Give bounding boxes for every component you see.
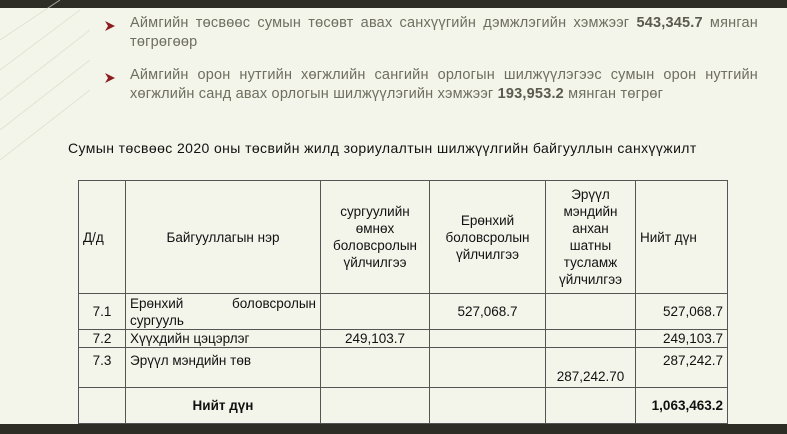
table-total-row bbox=[79, 388, 728, 424]
row-org: Ерөнхий боловсролын сургууль bbox=[126, 294, 321, 330]
bullet-text: Аймгийн төсвөөс сумын төсөвт авах санхүүгийн дэмжлэгийн хэмжээг 543,345.7 мянган төгрөгөөр bbox=[130, 15, 758, 50]
table-header-row bbox=[79, 181, 728, 294]
row-preschool bbox=[321, 348, 430, 388]
row-general-edu bbox=[430, 330, 546, 348]
total-general-edu bbox=[430, 388, 546, 424]
header-cell-general-edu: Ерөнхий боловсролын үйлчилгээ bbox=[430, 181, 546, 294]
header-cell-no: Д/д bbox=[79, 181, 126, 294]
row-general-edu bbox=[430, 348, 546, 388]
bullet-highlight: 543,345.7 bbox=[636, 15, 703, 31]
corner-decoration bbox=[0, 0, 90, 434]
row-total: 527,068.7 bbox=[636, 294, 728, 330]
table-row bbox=[79, 348, 728, 388]
bullet-item bbox=[104, 14, 758, 52]
funding-table bbox=[78, 180, 728, 424]
header-cell-health: Эрүүл мэндийн анхан шатны тусламж үйлчилгээ bbox=[546, 181, 636, 294]
row-org: Хүүхдийн цэцэрлэг bbox=[126, 330, 321, 348]
table-row bbox=[79, 330, 728, 348]
row-no: 7.2 bbox=[79, 330, 126, 348]
bullet-arrow-icon bbox=[104, 72, 116, 84]
total-health bbox=[546, 388, 636, 424]
bullet-item bbox=[104, 66, 758, 104]
table-title: Сумын төсвөөс 2020 оны төсвийн жилд зориулалтын шилжүүлгийн байгууллын санхүүжилт bbox=[68, 140, 697, 156]
total-label: Нийт дүн bbox=[126, 388, 321, 424]
row-health bbox=[546, 330, 636, 348]
total-preschool bbox=[321, 388, 430, 424]
bullet-arrow-icon bbox=[104, 20, 116, 32]
bullet-list bbox=[104, 14, 758, 118]
header-cell-preschool: сургуулийн өмнөх боловсролын үйлчилгээ bbox=[321, 181, 430, 294]
bullet-highlight: 193,953.2 bbox=[497, 86, 564, 102]
header-cell-total: Нийт дүн bbox=[636, 181, 728, 294]
row-total: 287,242.7 bbox=[636, 348, 728, 388]
row-health bbox=[546, 294, 636, 330]
bottom-band bbox=[0, 424, 787, 434]
total-no bbox=[79, 388, 126, 424]
row-general-edu: 527,068.7 bbox=[430, 294, 546, 330]
table-row bbox=[79, 294, 728, 330]
top-band bbox=[0, 0, 787, 8]
row-org: Эрүүл мэндийн төв bbox=[126, 348, 321, 388]
row-health: 287,242.70 bbox=[546, 348, 636, 388]
row-no: 7.3 bbox=[79, 348, 126, 388]
bullet-text: Аймгийн орон нутгийн хөгжлийн сангийн орлогын шилжүүлэгээс сумын орон нутгийн хөгжлийн санд авах орлогын шилжүүлэгийн хэмжээг 193,953.2 мянган төгрөг bbox=[130, 67, 758, 102]
row-total: 249,103.7 bbox=[636, 330, 728, 348]
row-preschool bbox=[321, 294, 430, 330]
row-preschool: 249,103.7 bbox=[321, 330, 430, 348]
total-value: 1,063,463.2 bbox=[636, 388, 728, 424]
row-no: 7.1 bbox=[79, 294, 126, 330]
header-cell-org: Байгууллагын нэр bbox=[126, 181, 321, 294]
